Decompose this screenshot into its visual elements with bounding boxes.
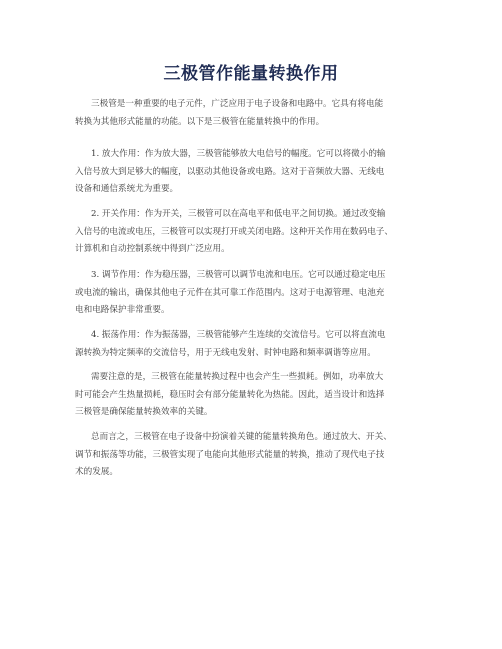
conclusion-paragraph: [75, 429, 435, 482]
paragraph-line: 总而言之，三极管在电子设备中扮演着关键的能量转换角色。通过放大、开关、: [91, 432, 392, 442]
paragraph-line: 入信号放大到足够大的幅度，以驱动其他设备或电路。这对于音频放大器、无线电: [75, 166, 385, 177]
intro-paragraph: [75, 96, 435, 131]
paragraph-line: 调节和振荡等功能，三极管实现了电能向其他形式能量的转换，推动了现代电子技: [75, 449, 385, 460]
paragraph-line: 三极管是确保能量转换效率的关键。: [75, 407, 213, 417]
paragraph-line: 4. 振荡作用：作为振荡器，三极管能够产生连续的交流信号。它可以将直流电: [91, 330, 386, 340]
regulation-paragraph: [75, 267, 435, 320]
amplification-paragraph: [75, 146, 435, 199]
switching-paragraph: [75, 206, 435, 259]
notes-paragraph: [75, 369, 435, 422]
paragraph-line: 入信号的电流或电压，三极管可以实现打开或关闭电路。这种开关作用在数码电子、: [75, 226, 393, 237]
paragraph-line: 需要注意的是，三极管在能量转换过程中也会产生一些损耗。例如，功率放大: [91, 372, 384, 382]
paragraph-line: 3. 调节作用：作为稳压器，三极管可以调节电流和电压。它可以通过稳定电压: [91, 270, 386, 280]
paragraph-line: 电和电路保护非常重要。: [75, 305, 170, 315]
paragraph-line: 三极管是一种重要的电子元件，广泛应用于电子设备和电路中。它具有将电能: [91, 99, 384, 109]
paragraph-line: 源转换为特定频率的交流信号，用于无线电发射、时钟电路和频率调谐等应用。: [75, 347, 376, 358]
paragraph-line: 设备和通信系统尤为重要。: [75, 184, 179, 194]
paragraph-line: 2. 开关作用：作为开关，三极管可以在高电平和低电平之间切换。通过改变输: [91, 209, 386, 219]
paragraph-line: 转换为其他形式能量的功能。以下是三极管在能量转换中的作用。: [75, 116, 325, 127]
page-title: 三极管作能量转换作用: [163, 64, 339, 84]
paragraph-line: 时可能会产生热量损耗，稳压时会有部分能量转化为热能。因此，适当设计和选择: [75, 389, 385, 400]
oscillation-paragraph: [75, 327, 435, 362]
paragraph-line: 1. 放大作用：作为放大器，三极管能够放大电信号的幅度。它可以将微小的输: [91, 149, 386, 159]
paragraph-line: 术的发展。: [75, 467, 118, 477]
paragraph-line: 或电流的输出，确保其他电子元件在其可靠工作范围内。这对于电源管理、电池充: [75, 287, 385, 298]
paragraph-line: 计算机和自动控制系统中得到广泛应用。: [75, 244, 230, 254]
